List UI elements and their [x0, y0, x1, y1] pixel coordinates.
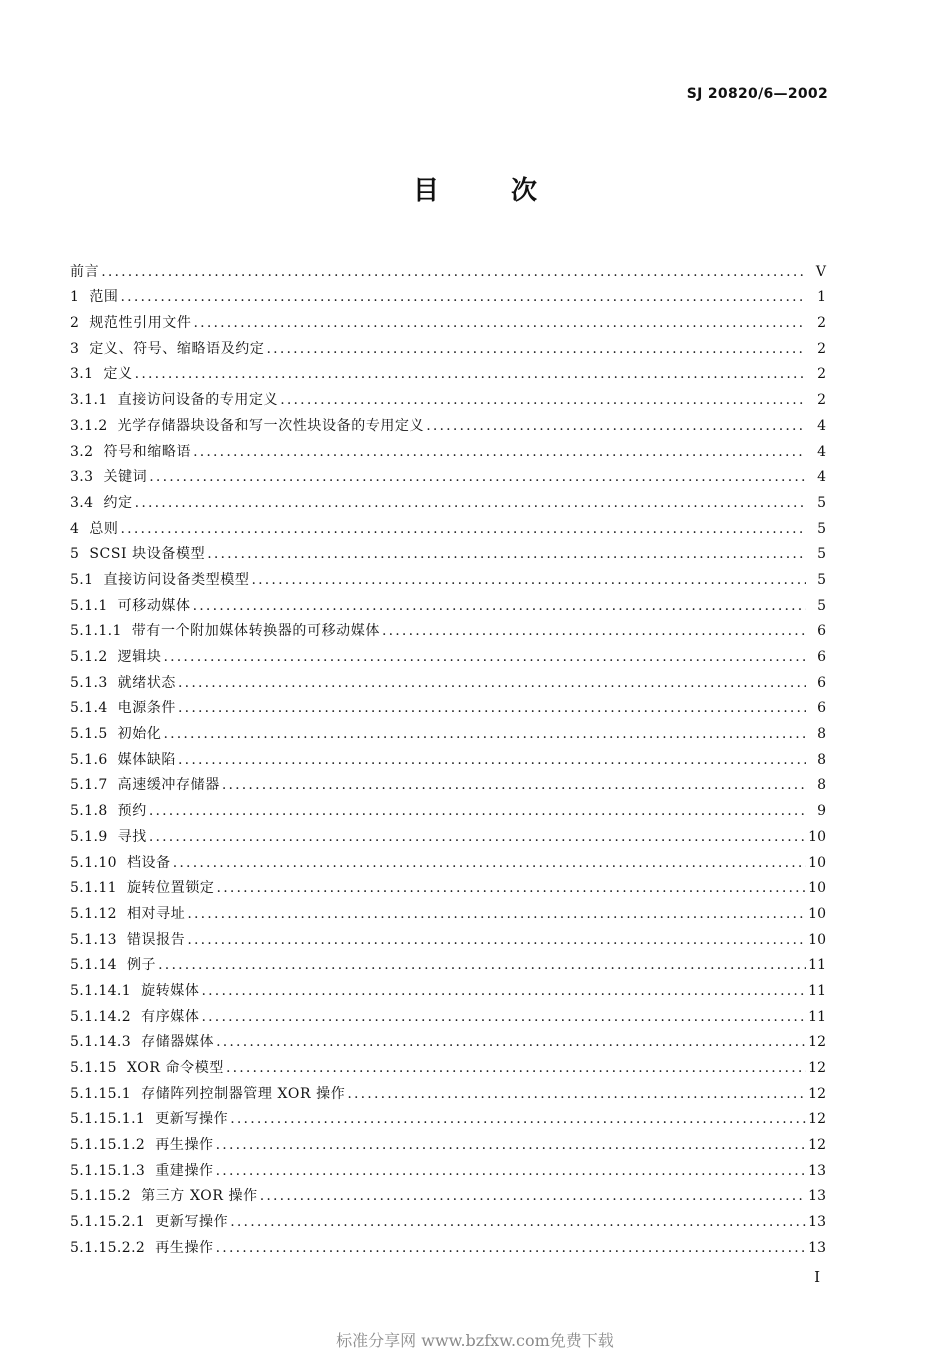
toc-entry-label: 存储器媒体 — [141, 1034, 215, 1051]
toc-leader-dots — [163, 725, 806, 743]
toc-entry-page: 13 — [808, 1162, 826, 1179]
toc-entry-label: 带有一个附加媒体转换器的可移动媒体 — [131, 623, 380, 640]
toc-entry-number: 5.1.1.1 — [70, 623, 122, 640]
toc-entry-page: 4 — [817, 469, 826, 486]
title-char-2: 次 — [511, 176, 538, 206]
toc-entry[interactable] — [70, 486, 826, 512]
toc-leader-dots — [187, 905, 806, 923]
toc-entry-label: 重建操作 — [155, 1162, 214, 1179]
toc-entry-number: 5.1.1 — [70, 597, 108, 614]
toc-entry-number: 5.1.11 — [70, 880, 117, 897]
toc-entry-number: 5.1.14.3 — [70, 1034, 132, 1051]
toc-entry[interactable] — [70, 1180, 826, 1206]
toc-entry-label: 光学存储器块设备和写一次性块设备的专用定义 — [117, 417, 425, 434]
toc-entry-label: XOR 命令模型 — [126, 1060, 224, 1076]
toc-entry-label: SCSI 块设备模型 — [89, 546, 206, 563]
toc-leader-dots — [158, 956, 806, 974]
toc-entry-label: 寻找 — [117, 828, 147, 845]
toc-entry-number: 5.1.13 — [70, 931, 117, 948]
toc-entry-label: 相对寻址 — [126, 905, 186, 922]
toc-entry[interactable] — [70, 666, 826, 692]
toc-entry-page: 6 — [817, 700, 826, 717]
toc-entry-label: 规范性引用文件 — [89, 315, 192, 332]
toc-entry-label: 再生操作 — [155, 1137, 214, 1154]
toc-entry-page: 13 — [808, 1214, 826, 1231]
toc-entry[interactable] — [70, 717, 826, 743]
toc-entry[interactable] — [70, 846, 826, 872]
toc-entry[interactable] — [70, 1154, 826, 1180]
toc-entry-page: 13 — [808, 1239, 826, 1256]
toc-entry-number: 4 — [70, 520, 80, 537]
toc-entry-label: 前言 — [70, 263, 100, 280]
toc-leader-dots — [202, 1008, 807, 1026]
toc-entry-label: 高速缓冲存储器 — [117, 777, 220, 794]
toc-leader-dots — [347, 1085, 806, 1103]
toc-entry-number: 5.1.15.1.2 — [70, 1137, 146, 1154]
toc-entry-page: 6 — [817, 649, 826, 665]
toc-entry-number: 5.1.14 — [70, 957, 117, 974]
toc-entry-page: 4 — [817, 417, 826, 434]
toc-leader-dots — [207, 545, 806, 563]
toc-entry-page: 11 — [808, 957, 826, 974]
watermark: 标准分享网 www.bzfxw.com免费下载 — [336, 1331, 614, 1350]
toc-entry-page: 2 — [817, 366, 826, 383]
toc-entry-label: 预约 — [117, 803, 147, 820]
toc-entry-number: 5.1.9 — [70, 828, 108, 845]
toc-leader-dots — [226, 1059, 806, 1077]
toc-leader-dots — [135, 365, 806, 383]
toc-entry-page: 12 — [808, 1034, 826, 1051]
toc-leader-dots — [121, 288, 806, 306]
toc-entry-label: 直接访问设备类型模型 — [103, 571, 250, 588]
toc-entry-label: 总则 — [89, 520, 119, 537]
toc-entry-number: 5.1 — [70, 571, 94, 588]
toc-entry[interactable] — [70, 1000, 826, 1026]
toc-entry[interactable] — [70, 1026, 826, 1052]
toc-entry-page: 12 — [808, 1085, 826, 1102]
toc-entry-label: 约定 — [103, 494, 133, 511]
toc-entry[interactable] — [70, 923, 826, 949]
toc-entry[interactable] — [70, 640, 826, 666]
toc-entry-page: 10 — [808, 854, 826, 871]
toc-entry[interactable] — [70, 974, 826, 1000]
toc-entry-number: 5.1.10 — [70, 854, 117, 871]
toc-entry-page: 10 — [808, 905, 826, 922]
toc-entry[interactable] — [70, 358, 826, 384]
toc-entry-page: 11 — [808, 982, 826, 999]
toc-entry[interactable] — [70, 306, 826, 332]
toc-entry[interactable] — [70, 461, 826, 487]
toc-leader-dots — [202, 982, 807, 1000]
toc-entry-number: 2 — [70, 315, 80, 332]
toc-leader-dots — [280, 391, 806, 409]
toc-leader-dots — [149, 802, 806, 820]
toc-entry-page: 2 — [817, 315, 826, 332]
toc-entry-page: V — [815, 263, 826, 280]
toc-entry-number: 5.1.15.2 — [70, 1188, 132, 1205]
toc-entry[interactable] — [70, 563, 826, 589]
toc-entry[interactable] — [70, 897, 826, 923]
toc-entry-page: 13 — [808, 1188, 826, 1205]
toc-leader-dots — [101, 263, 806, 281]
toc-leader-dots — [267, 340, 806, 358]
toc-leader-dots — [149, 828, 806, 846]
toc-entry-number: 5.1.14.1 — [70, 982, 132, 999]
toc-leader-dots — [217, 879, 806, 897]
page-title — [0, 170, 950, 207]
toc-entry[interactable] — [70, 615, 826, 641]
toc-entry-number: 5.1.15.2.1 — [70, 1214, 146, 1231]
toc-entry-label: 符号和缩略语 — [103, 443, 192, 460]
toc-entry-number: 5.1.8 — [70, 803, 108, 820]
toc-entry-number: 3.1.2 — [70, 417, 108, 434]
toc-entry-page: 6 — [817, 623, 826, 640]
toc-entry-page: 1 — [817, 289, 826, 306]
document-code: SJ 20820/6—2002 — [686, 86, 828, 102]
toc-leader-dots — [135, 494, 806, 512]
toc-leader-dots — [216, 1136, 806, 1154]
toc-entry[interactable] — [70, 332, 826, 358]
toc-leader-dots — [382, 622, 806, 640]
toc-entry-label: 可移动媒体 — [117, 597, 191, 614]
toc-leader-dots — [173, 854, 806, 872]
toc-entry[interactable] — [70, 1077, 826, 1103]
toc-entry-label: 存储阵列控制器管理 XOR 操作 — [141, 1085, 346, 1102]
toc-entry-number: 3.4 — [70, 494, 94, 511]
toc-leader-dots — [216, 1239, 806, 1257]
toc-entry-page: 2 — [817, 392, 826, 409]
toc-entry-label: 就绪状态 — [117, 674, 177, 691]
toc-leader-dots — [216, 1162, 806, 1180]
toc-entry-number: 5.1.2 — [70, 649, 108, 665]
toc-entry[interactable] — [70, 1205, 826, 1231]
toc-entry-number: 5.1.15.1 — [70, 1085, 132, 1102]
toc-entry[interactable] — [70, 1051, 826, 1077]
toc-entry-label: 直接访问设备的专用定义 — [117, 392, 279, 409]
toc-entry-label: 再生操作 — [155, 1239, 214, 1256]
toc-entry-number: 5.1.4 — [70, 700, 108, 717]
toc-entry[interactable] — [70, 589, 826, 615]
toc-leader-dots — [121, 520, 806, 538]
toc-entry-number: 5.1.3 — [70, 674, 108, 691]
toc-entry-page: 11 — [808, 1008, 826, 1025]
page-number: I — [814, 1268, 820, 1286]
toc-entry[interactable] — [70, 1103, 826, 1129]
toc-entry-number: 5.1.12 — [70, 905, 117, 922]
toc-entry[interactable] — [70, 383, 826, 409]
toc-entry-number: 3.1 — [70, 366, 94, 383]
toc-entry-number: 5.1.15.1.1 — [70, 1111, 146, 1128]
toc-entry[interactable] — [70, 255, 826, 281]
toc-entry-page: 8 — [817, 751, 826, 768]
toc-entry-label: 例子 — [126, 957, 157, 974]
toc-entry-page: 9 — [817, 803, 826, 820]
toc-leader-dots — [193, 443, 806, 461]
title-char-1: 目 — [412, 176, 439, 206]
toc-entry-number: 1 — [70, 289, 80, 306]
toc-entry[interactable] — [70, 794, 826, 820]
toc-entry-page: 8 — [817, 726, 826, 743]
toc-entry-page: 8 — [817, 777, 826, 794]
toc-leader-dots — [194, 314, 806, 332]
toc-entry-label: 有序媒体 — [141, 1008, 200, 1025]
toc-entry[interactable] — [70, 769, 826, 795]
toc-entry-label: 定义、符号、缩略语及约定 — [89, 340, 265, 357]
toc-entry-label: 初始化 — [117, 726, 162, 743]
toc-entry[interactable] — [70, 949, 826, 975]
toc-leader-dots — [187, 931, 806, 949]
toc-entry-label: 电源条件 — [117, 700, 177, 717]
toc-entry-number: 5.1.15 — [70, 1060, 117, 1076]
toc-entry-page: 5 — [817, 546, 826, 563]
toc-entry-page: 5 — [817, 571, 826, 588]
toc-entry[interactable] — [70, 743, 826, 769]
toc-entry-label: 逻辑块 — [117, 649, 162, 665]
toc-entry-label: 第三方 XOR 操作 — [141, 1188, 258, 1205]
toc-entry-label: 关键词 — [103, 469, 148, 486]
toc-entry-label: 错误报告 — [126, 931, 186, 948]
toc-entry-number: 5.1.5 — [70, 726, 108, 743]
toc-entry[interactable] — [70, 820, 826, 846]
toc-leader-dots — [216, 1033, 806, 1051]
toc-entry[interactable] — [70, 409, 826, 435]
toc-entry-page: 2 — [817, 340, 826, 357]
toc-entry[interactable] — [70, 1231, 826, 1257]
toc-entry-number: 5.1.15.1.3 — [70, 1162, 146, 1179]
toc-entry[interactable] — [70, 1128, 826, 1154]
toc-entry[interactable] — [70, 435, 826, 461]
toc-entry-label: 定义 — [103, 366, 133, 383]
toc-entry[interactable] — [70, 512, 826, 538]
toc-leader-dots — [178, 751, 806, 769]
toc-entry-number: 5.1.15.2.2 — [70, 1239, 146, 1256]
toc-leader-dots — [193, 597, 806, 615]
toc-entry-label: 更新写操作 — [155, 1111, 229, 1128]
toc-entry-page: 10 — [808, 880, 826, 897]
toc-entry-page: 10 — [808, 828, 826, 845]
toc-entry-label: 媒体缺陷 — [117, 751, 177, 768]
toc-leader-dots — [178, 699, 806, 717]
toc-leader-dots — [251, 571, 806, 589]
toc-entry-label: 范围 — [89, 289, 119, 306]
toc-leader-dots — [426, 417, 806, 435]
toc-entry-label: 旋转媒体 — [141, 982, 200, 999]
table-of-contents — [70, 255, 826, 1257]
toc-entry-page: 12 — [808, 1137, 826, 1154]
toc-entry-number: 5.1.6 — [70, 751, 108, 768]
toc-leader-dots — [149, 468, 806, 486]
toc-entry-page: 5 — [817, 597, 826, 614]
toc-entry-page: 5 — [817, 494, 826, 511]
toc-entry-number: 5.1.14.2 — [70, 1008, 132, 1025]
toc-entry-page: 4 — [817, 443, 826, 460]
toc-leader-dots — [230, 1213, 806, 1231]
toc-leader-dots — [163, 648, 806, 666]
toc-entry[interactable] — [70, 872, 826, 898]
toc-entry[interactable] — [70, 538, 826, 564]
toc-entry-label: 更新写操作 — [155, 1214, 229, 1231]
toc-entry-page: 12 — [808, 1111, 826, 1128]
toc-entry-number: 3.1.1 — [70, 392, 108, 409]
toc-leader-dots — [230, 1110, 806, 1128]
toc-leader-dots — [260, 1187, 806, 1205]
toc-entry-page: 12 — [808, 1060, 826, 1076]
toc-entry-number: 3.2 — [70, 443, 94, 460]
toc-entry-page: 10 — [808, 931, 826, 948]
toc-entry-label: 档设备 — [126, 854, 171, 871]
toc-entry-number: 5 — [70, 546, 80, 563]
toc-leader-dots — [178, 674, 806, 692]
toc-entry-number: 3 — [70, 340, 80, 357]
toc-entry-page: 5 — [817, 520, 826, 537]
toc-entry-number: 3.3 — [70, 469, 94, 486]
toc-entry-page: 6 — [817, 674, 826, 691]
toc-entry[interactable] — [70, 692, 826, 718]
toc-leader-dots — [222, 776, 806, 794]
toc-entry[interactable] — [70, 281, 826, 307]
toc-entry-label: 旋转位置锁定 — [126, 880, 215, 897]
toc-entry-number: 5.1.7 — [70, 777, 108, 794]
